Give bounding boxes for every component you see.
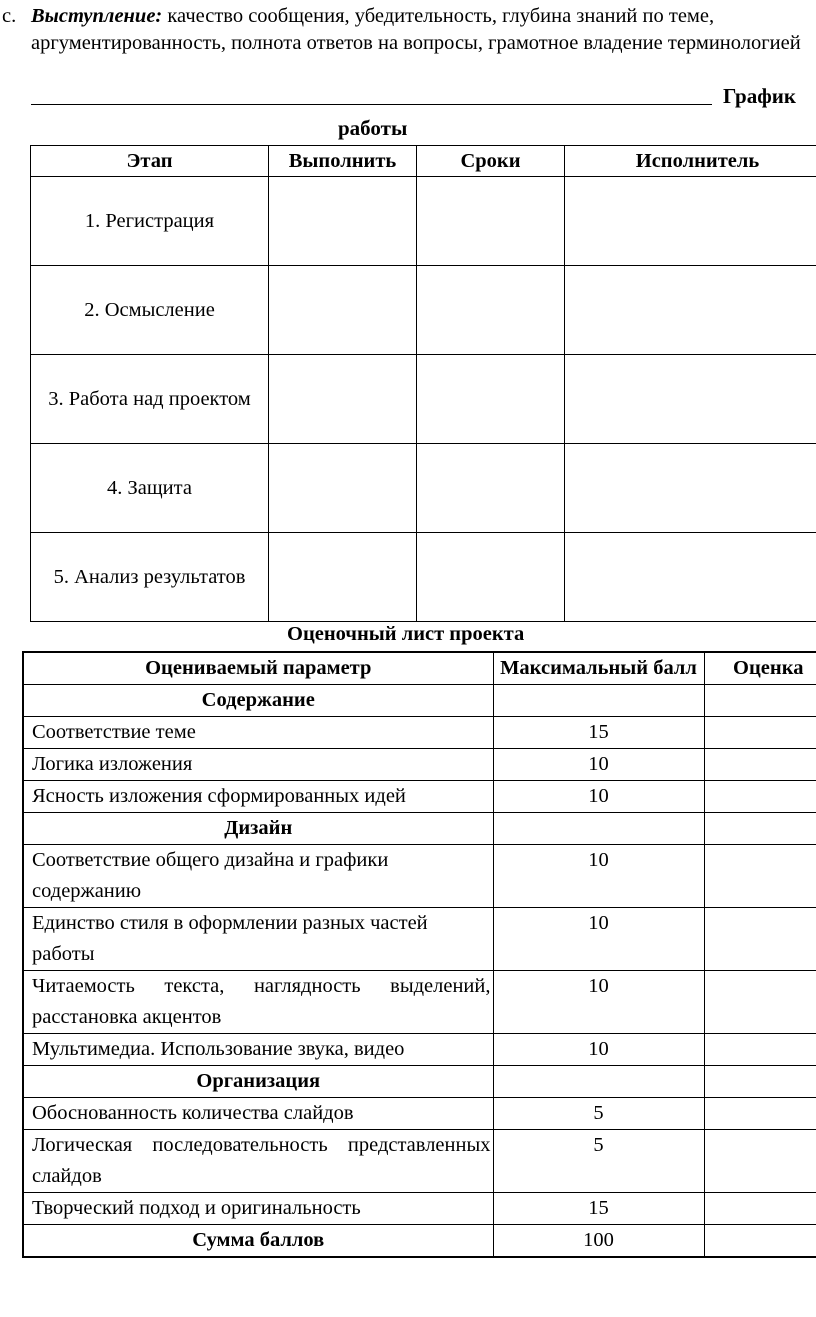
criterion-label: Соответствие теме: [23, 717, 493, 749]
grade-cell: [704, 1098, 816, 1130]
section-title: Дизайн: [23, 813, 493, 845]
schedule-title-part2: работы: [338, 116, 408, 140]
max-score-cell: 15: [493, 717, 704, 749]
deadline-cell: [417, 266, 565, 355]
schedule-header-row: [31, 146, 816, 177]
max-score-cell: 10: [493, 749, 704, 781]
criterion-row: [23, 1130, 816, 1193]
do-cell: [269, 266, 417, 355]
criterion-row: [23, 1098, 816, 1130]
schedule-row: [31, 355, 816, 444]
evaluation-table: [22, 651, 816, 1258]
max-score-cell: 10: [493, 781, 704, 813]
criterion-label: Обоснованность количества слайдов: [23, 1098, 493, 1130]
max-score-cell: [493, 685, 704, 717]
criterion-label: Мультимедиа. Использование звука, видео: [23, 1034, 493, 1066]
col-header-grade: Оценка: [704, 652, 816, 685]
stage-cell: 4. Защита: [31, 444, 269, 533]
max-score-cell: 100: [493, 1225, 704, 1258]
max-score-cell: 10: [493, 971, 704, 1034]
section-row: [23, 685, 816, 717]
grade-cell: [704, 1225, 816, 1258]
criterion-row: [23, 908, 816, 971]
deadline-cell: [417, 533, 565, 622]
list-marker: c.: [2, 5, 17, 27]
intro-body: качество сообщения, убедительность, глубина знаний по теме, аргументированность, полнота ответов на вопросы, грамотное владение терминологией: [31, 5, 801, 54]
section-title: Организация: [23, 1066, 493, 1098]
criterion-label: Единство стиля в оформлении разных частей работы: [23, 908, 493, 971]
stage-cell: 3. Работа над проектом: [31, 355, 269, 444]
max-score-cell: 10: [493, 1034, 704, 1066]
total-row: [23, 1225, 816, 1258]
criterion-label: Ясность изложения сформированных идей: [23, 781, 493, 813]
criterion-label: Логическая последовательность представленных слайдов: [23, 1130, 493, 1193]
performer-cell: [565, 266, 816, 355]
stage-cell: 5. Анализ результатов: [31, 533, 269, 622]
grade-cell: [704, 685, 816, 717]
evaluation-title: Оценочный лист проекта: [287, 623, 525, 645]
schedule-row: [31, 177, 816, 266]
performer-cell: [565, 355, 816, 444]
col-header-do: Выполнить: [269, 146, 417, 177]
deadline-cell: [417, 444, 565, 533]
max-score-cell: 15: [493, 1193, 704, 1225]
section-row: [23, 813, 816, 845]
do-cell: [269, 533, 417, 622]
max-score-cell: 5: [493, 1130, 704, 1193]
grade-cell: [704, 971, 816, 1034]
section-row: [23, 1066, 816, 1098]
col-header-max-score: Максимальный балл: [493, 652, 704, 685]
do-cell: [269, 177, 417, 266]
intro-text: [31, 3, 816, 57]
criterion-row: [23, 749, 816, 781]
stage-cell: 1. Регистрация: [31, 177, 269, 266]
criterion-row: [23, 781, 816, 813]
criterion-row: [23, 1193, 816, 1225]
max-score-cell: 10: [493, 845, 704, 908]
grade-cell: [704, 717, 816, 749]
criterion-row: [23, 717, 816, 749]
deadline-cell: [417, 177, 565, 266]
do-cell: [269, 355, 417, 444]
criterion-label: Логика изложения: [23, 749, 493, 781]
performer-cell: [565, 533, 816, 622]
col-header-parameter: Оцениваемый параметр: [23, 652, 493, 685]
total-label: Сумма баллов: [23, 1225, 493, 1258]
grade-cell: [704, 908, 816, 971]
criterion-row: [23, 971, 816, 1034]
schedule-title-part1: График: [723, 84, 796, 108]
deadline-cell: [417, 355, 565, 444]
col-header-stage: Этап: [31, 146, 269, 177]
max-score-cell: [493, 813, 704, 845]
grade-cell: [704, 781, 816, 813]
criterion-label: Творческий подход и оригинальность: [23, 1193, 493, 1225]
grade-cell: [704, 1193, 816, 1225]
max-score-cell: [493, 1066, 704, 1098]
section-title: Содержание: [23, 685, 493, 717]
grade-cell: [704, 845, 816, 908]
performer-cell: [565, 177, 816, 266]
grade-cell: [704, 1130, 816, 1193]
col-header-performer: Исполнитель: [565, 146, 816, 177]
schedule-row: [31, 533, 816, 622]
evaluation-header-row: [23, 652, 816, 685]
max-score-cell: 5: [493, 1098, 704, 1130]
grade-cell: [704, 749, 816, 781]
intro-label: Выступление:: [31, 5, 163, 27]
max-score-cell: 10: [493, 908, 704, 971]
stage-cell: 2. Осмысление: [31, 266, 269, 355]
performer-cell: [565, 444, 816, 533]
criterion-row: [23, 845, 816, 908]
col-header-deadline: Сроки: [417, 146, 565, 177]
criterion-label: Соответствие общего дизайна и графики содержанию: [23, 845, 493, 908]
schedule-table: [30, 145, 816, 622]
grade-cell: [704, 1066, 816, 1098]
separator-line: [31, 104, 712, 105]
schedule-row: [31, 266, 816, 355]
criterion-row: [23, 1034, 816, 1066]
grade-cell: [704, 813, 816, 845]
do-cell: [269, 444, 417, 533]
criterion-label: Читаемость текста, наглядность выделений, расстановка акцентов: [23, 971, 493, 1034]
schedule-row: [31, 444, 816, 533]
grade-cell: [704, 1034, 816, 1066]
